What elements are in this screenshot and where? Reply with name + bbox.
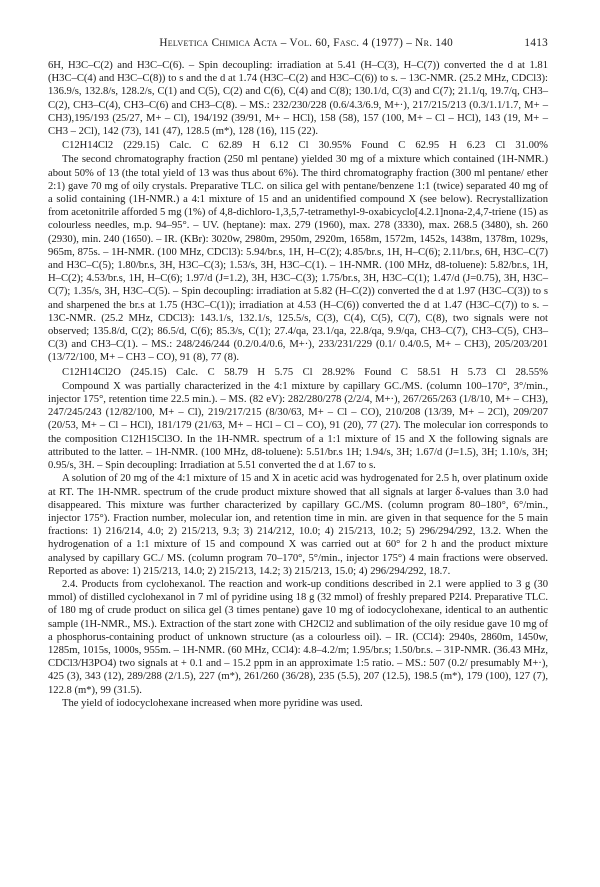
paragraph-cyclohexanol: 2.4. Products from cyclohexanol. The reaction and work-up conditions described in 2.1 were applied to 3 g (30 mmol) of distilled cyclohexanol in 7 ml of pyridine using 18 g (32 mmol) of freshly prepared P2I4. Preparative TLC. of 180 mg of crude product on silica gel (3 times pentane) gave 10 mg of iodocyclohexane, identical to an authentic sample (1H-NMR., MS.). Extraction of the start zone with CH2Cl2 and sublimation of the oily residue gave 10 mg of a phosphorus-containing product of unknown structure (as a colourless oil). – IR. (CCl4): 2940s, 2860m, 1450w, 1285m, 1015s, 1000s, 955m. – 1H-NMR. (60 MHz, CCl4): 4.8–4.2/m; 1.95/br.s; 1.50/br.s. – 31P-NMR. (36.43 MHz, CDCl3/H3PO4) two signals at + 0.1 and – 15.2 ppm in an approximate 1:5 ratio. – MS.: 507 (0.2/ presumably M+·), 425 (3), 343 (12), 289/288 (2/1.5), 227 (m*), 261/260 (36/28), 235 (5.5), 207 (12.5), 198.5 (m*), 179 (100), 127 (7), 122.8 (m*), 99 (31.5). (48, 578, 548, 696)
paragraph-iodocyclohexane-yield: The yield of iodocyclohexane increased when more pyridine was used. (62, 697, 363, 709)
paragraph-continued-nmr: 6H, H3C–C(2) and H3C–C(6). – Spin decoupling: irradiation at 5.41 (H–C(3), H–C(7)) converted the d at 1.81 (H3C–C(4) and H3C–C(8)) to s and the d at 1.74 (H3C–C(2) and H3C–C(6)) to s. – 13C-NMR. (25.2 MHz, CDCl3): 136.9/s, 132.8/s, 128.2/s, C(1) and C(5), C(2) and C(6), C(4) and C(8); 130.1/d, C(3) and C(7); 21.1/q, 19.7/q, CH3–C(2), CH3–C(4), CH3–C(6) and CH3–C(8). – MS.: 232/230/228 (0.6/4.3/6.9, M+·), 217/215/213 (0.3/1.1/1.7, M+ – CH3),195/193 (25/27, M+ – Cl), 194/192 (39/91, M+ – HCl), 158 (58), 157 (100, M+ – Cl – HCl), 143 (19, M+ – CH3 – 2Cl), 142 (73), 141 (47), 128.5 (m*), 128 (16), 115 (22). (48, 60, 548, 138)
journal-title: Helvetica Chimica Acta – Vol. 60, Fasc. 4 (1977) – Nr. 140 (159, 37, 454, 49)
paragraph-compound-x: Compound X was partially characterized in the 4:1 mixture by capillary GC./MS. (column 100–170°, 3°/min., injector 175°, retention time 22.5 min.). – MS. (82 eV): 282/280/278 (2/2/4, M+·), 267/265/263 (1/8/10, M+ – CH3), 247/245/243 (12/82/100, M+ – Cl), 219/217/215 (8/30/63, M+ – Cl – CO), 210/208 (13/39, M+ – 2Cl), 209/207 (20/53, M+ – Cl – HCl), 181/179 (21/63, M+ – HCl – Cl – CO), 91 (20), 77 (27). The molecular ion corresponds to the composition C12H15Cl3O. In the 1H-NMR. spectrum of a 1:1 mixture of 15 and X the following signals are attributed to the latter. – 1H-NMR. (100 MHz, d8-toluene): 5.51/br.s 1H; 1.94/s, 3H; 1.67/d (J=1.5), 3H; 1.10/s, 3H; 0.95/s, 3H. – Spin decoupling: Irradiation at 5.51 converted the d at 1.67 to s. (48, 380, 548, 472)
elemental-analysis-15: C12H14Cl2O (245.15) Calc. C 58.79 H 5.75 Cl 28.92% Found C 58.51 H 5.73 Cl 28.55% (62, 366, 548, 378)
paragraph-second-fraction: The second chromatography fraction (250 ml pentane) yielded 30 mg of a mixture which contained (1H-NMR.) about 50% of 13 (the total yield of 13 was thus about 6%). The third chromatography fraction (300 ml pentane/ ether 2:1) gave 70 mg of oily crystals. Preparative TLC. on silica gel with pentane/benzene 1:1 (twice) separated 40 mg of a solid containing (1H-NMR.) a 4:1 mixture of 15 and an unidentified compound X (see below). Recrystallization from acetonitrile afforded 5 mg (1%) of 4,8-dichloro-1,3,5,7-tetramethyl-9-oxabicyclo[4.2.1]nona-2,4,7-triene (15) as colourless needles, m.p. 94–95°. – UV. (heptane): max. 279 (1960), max. 278 (3330), max. 268.5 (3480), sh. 260 (2930), min. 240 (1650). – IR. (KBr): 3020w, 2980m, 2950m, 2920m, 1658m, 1572m, 1452s, 1438m, 1378m, 1029s, 965m, 875s. – 1H-NMR. (100 MHz, CDCl3): 5.94/br.s, 1H, H–C(2); 4.85/br.s, 1H, H–C(6); 2.11/br.s, 6H, H3C–C(7) and H3C–C(5); 1.80/br.s, 3H, H3C–C(3); 1.53/s, 3H, H3C–C(1). – 1H-NMR. (100 MHz, d8-toluene): 5.82/br.s, 1H, H–C(2); 4.53/br.s, 1H, H–C(6); 1.97/d (J=1.2), 3H, H3C–C(3); 1.75/br.s, 3H, H3C–C(1); 1.47/d (J=0.75), 3H, H3C–C(7); 1.35/s, 3H, H3C–C(5). – Spin decoupling: irradiation at 5.82 (H–C(2)) converted the d at 1.97 (H3C–C(3)) to s and sharpened the br.s at 1.75 (H3C–C(1)); irradiation at 4.53 (H–C(6)) converted the d at 1.47 (H3C–C(7)) to s. – 13C-NMR. (25.2 MHz, CDCl3): 143.1/s, 132.1/s, 125.5/s, C(3), C(4), C(5), C(7), C(8), two signals were not observed; 135.8/d, C(2); 86.5/d, C(6); 85.3/s, C(1); 27.4/qa, 23.1/qa, 22.8/qa, 9.9/qa, CH3–C(7), CH3–C(5), CH3–C(3) and CH3–C(1). – MS.: 248/246/244 (0.2/0.4/0.6, M+·), 233/231/229 (0.1/ 0.4/0.5, M+ – CH3), 205/203/201 (13/72/100, M+ – CH3 – CO), 91 (8), 77 (8). (48, 154, 548, 364)
article-body (48, 59, 548, 710)
paragraph-hydrogenation: A solution of 20 mg of the 4:1 mixture of 15 and X in acetic acid was hydrogenated for 2.5 h, over platinum oxide at RT. The 1H-NMR. spectrum of the crude product mixture showed that all signals at larger δ-values than 3.0 had disappeared. This mixture was further characterized by capillary GC./MS. (column program 80–180°, 6°/min., injector 175°). Fraction number, molecular ion, and retention time in min. are given in that sequence for the 5 main fractions: 1) 216/214, 4.0; 2) 215/213, 9.3; 3) 214/212, 10.0; 4) 215/213, 10.2; 5) 296/294/292, 13.2. When the hydrogenation of a 1:1 mixture of 15 and compound X was carried out at 60° for 2 h and the product mixture analysed by capillary GC./ MS. (column program 70–170°, 5°/min., injector 175°) 4 main fractions were observed. Reported as above: 1) 215/213, 14.0; 2) 215/213, 14.2; 3) 215/213, 15.0; 4) 296/294/292, 18.7. (48, 473, 548, 577)
page-number: 1413 (524, 37, 548, 49)
elemental-analysis-13: C12H14Cl2 (229.15) Calc. C 62.89 H 6.12 Cl 30.95% Found C 62.95 H 6.23 Cl 31.00% (62, 140, 548, 152)
running-header (48, 37, 548, 49)
